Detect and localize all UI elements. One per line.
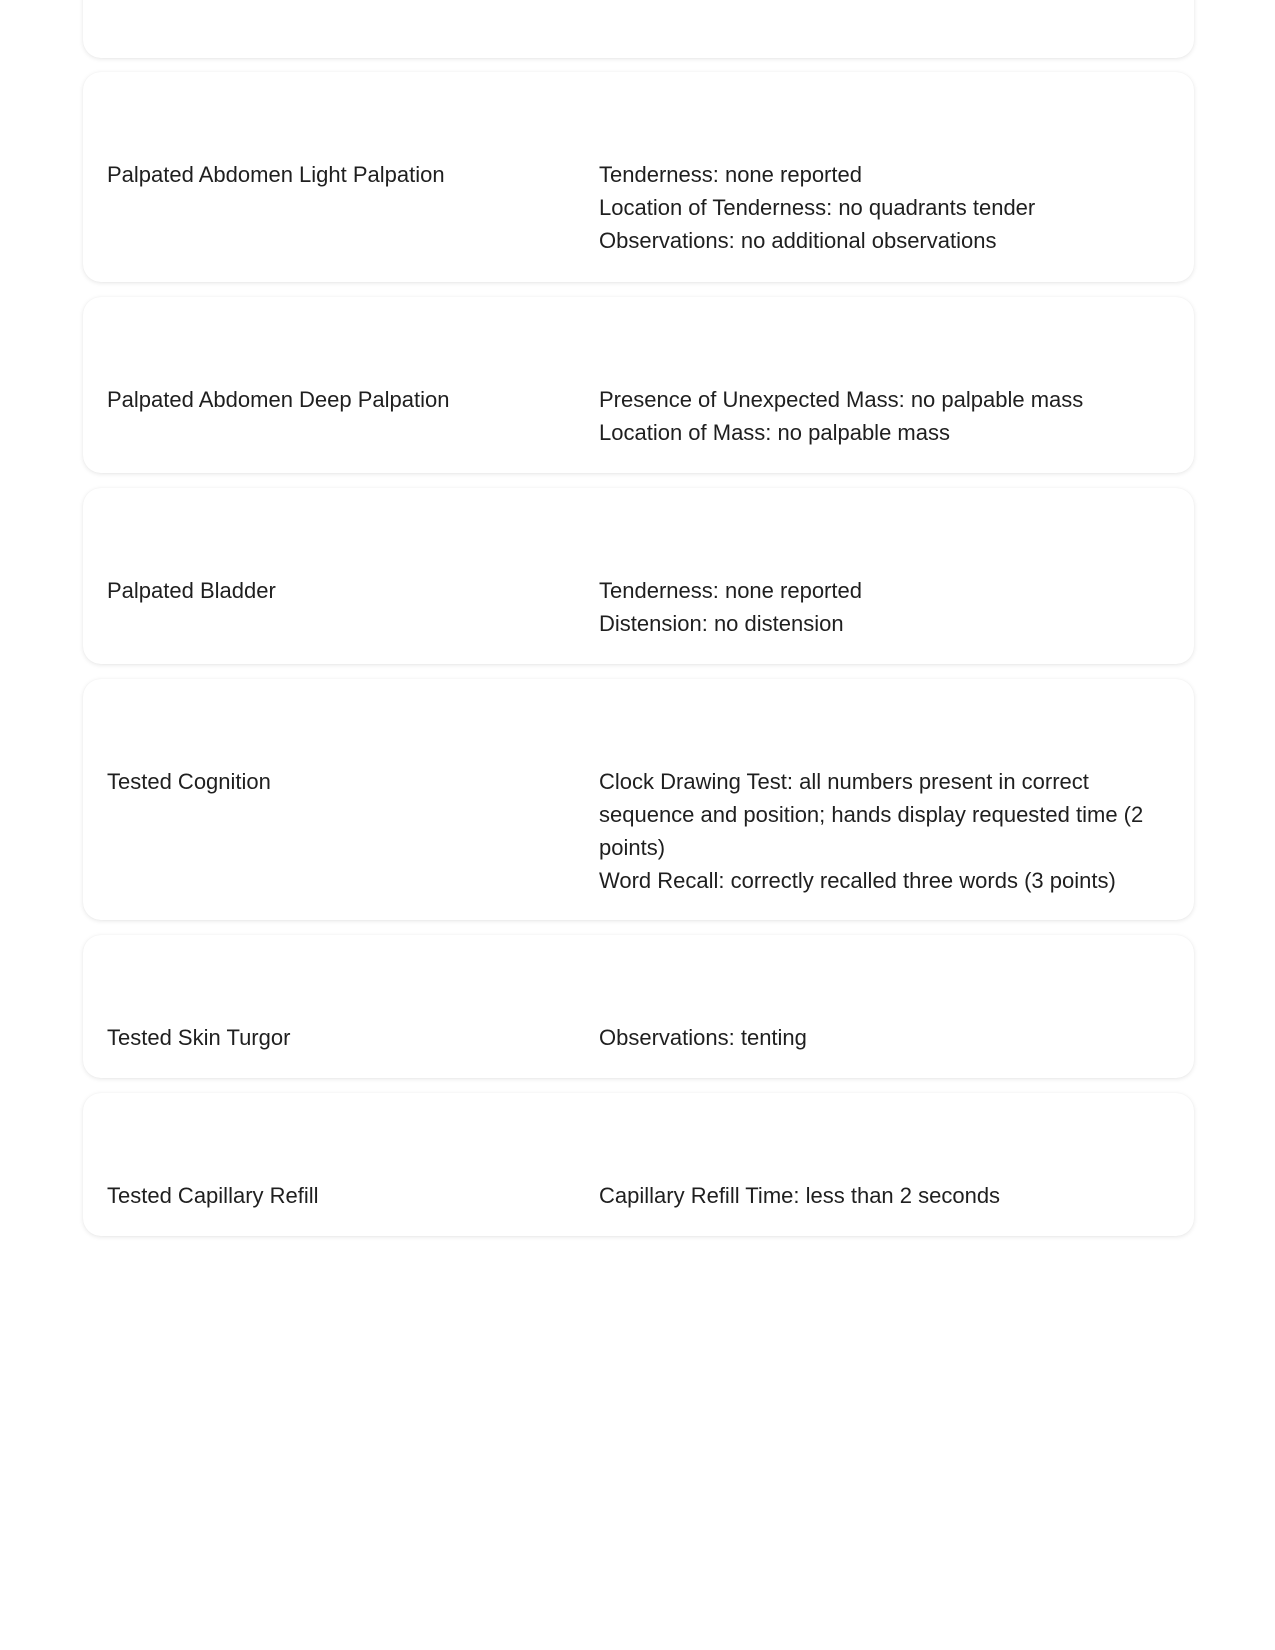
detail-line: Distension: no distension bbox=[599, 611, 844, 636]
detail-line: Word Recall: correctly recalled three words (3 points) bbox=[599, 868, 1116, 893]
exam-card bbox=[83, 297, 1194, 473]
exam-name: Palpated Abdomen Light Palpation bbox=[107, 162, 445, 187]
detail-line: Observations: no additional observations bbox=[599, 228, 997, 253]
detail-line: Location of Tenderness: no quadrants tender bbox=[599, 195, 1036, 220]
detail-line: Tenderness: none reported bbox=[599, 162, 862, 187]
exam-name: Palpated Bladder bbox=[107, 578, 276, 603]
exam-name: Palpated Abdomen Deep Palpation bbox=[107, 387, 450, 412]
detail-line: Clock Drawing Test: all numbers present in correct sequence and position; hands display requested time (2 points) bbox=[599, 769, 1144, 860]
exam-details bbox=[599, 1179, 1188, 1212]
exam-details bbox=[599, 1021, 1188, 1054]
detail-line: Capillary Refill Time: less than 2 seconds bbox=[599, 1183, 1001, 1208]
exam-card bbox=[83, 1093, 1194, 1236]
exam-name: Tested Skin Turgor bbox=[107, 1025, 291, 1050]
detail-line: Tenderness: none reported bbox=[599, 578, 862, 603]
exam-details bbox=[599, 765, 1188, 897]
detail-line: Observations: tenting bbox=[599, 1025, 807, 1050]
detail-line: Presence of Unexpected Mass: no palpable mass bbox=[599, 387, 1084, 412]
exam-card bbox=[83, 72, 1194, 282]
exam-name: Tested Capillary Refill bbox=[107, 1183, 319, 1208]
detail-line: Location of Mass: no palpable mass bbox=[599, 420, 950, 445]
exam-card bbox=[83, 935, 1194, 1078]
exam-details bbox=[599, 574, 1188, 640]
exam-details bbox=[599, 158, 1188, 257]
exam-name: Tested Cognition bbox=[107, 769, 271, 794]
exam-details bbox=[599, 383, 1188, 449]
exam-card bbox=[83, 679, 1194, 920]
partial-card-top bbox=[83, 0, 1194, 58]
exam-card bbox=[83, 488, 1194, 664]
